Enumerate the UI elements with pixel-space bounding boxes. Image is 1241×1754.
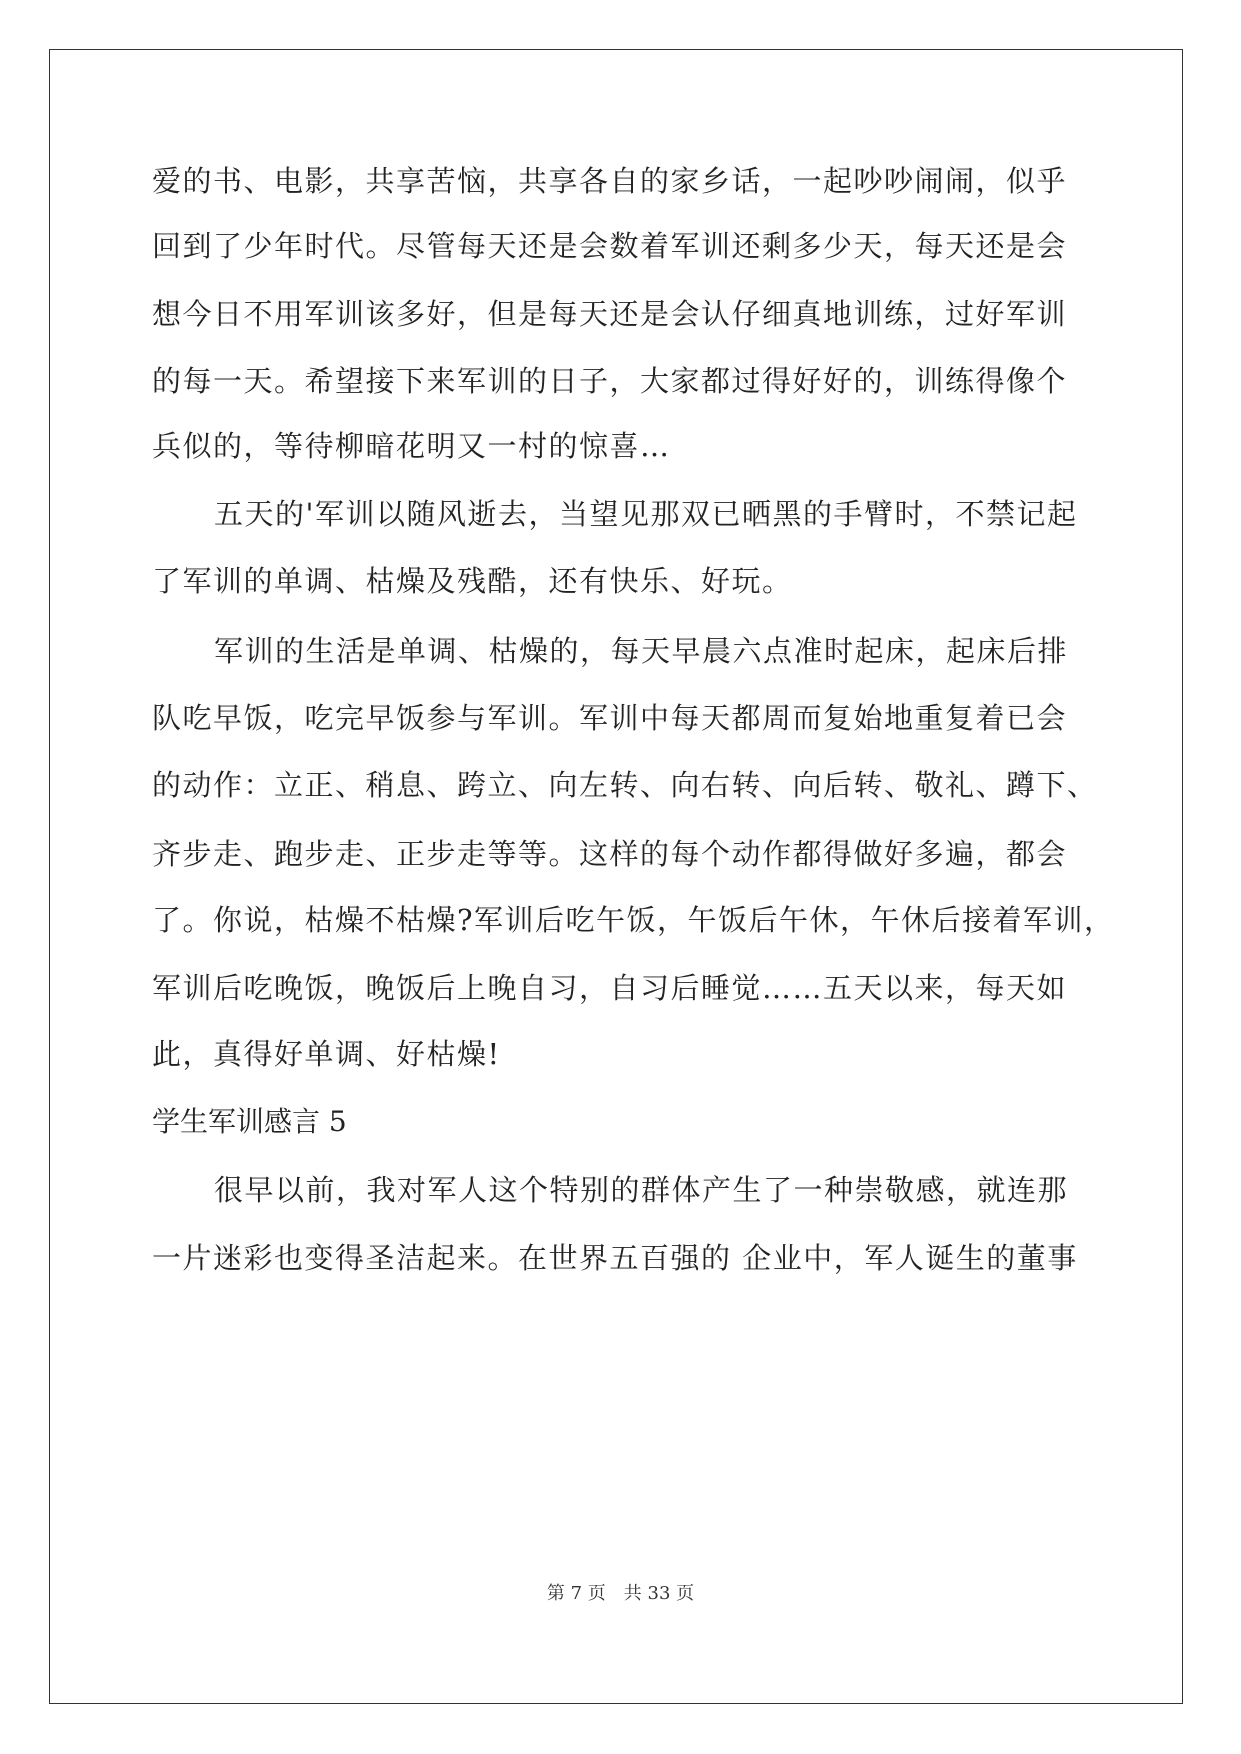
body-line: 爱的书、电影，共享苦恼，共享各自的家乡话，一起吵吵闹闹，似乎	[152, 164, 1068, 198]
body-line: 回到了少年时代。尽管每天还是会数着军训还剩多少天，每天还是会	[152, 229, 1068, 263]
body-line: 齐步走、跑步走、正步走等等。这样的每个动作都得做好多遍，都会	[152, 837, 1068, 871]
body-line: 的每一天。希望接下来军训的日子，大家都过得好好的，训练得像个	[152, 364, 1068, 398]
body-line: 了。你说，枯燥不枯燥?军训后吃午饭，午饭后午休，午休后接着军训，	[152, 903, 1115, 937]
section-heading: 学生军训感言 5	[152, 1105, 347, 1138]
body-line: 此，真得好单调、好枯燥!	[152, 1037, 501, 1071]
paragraph-first-line: 很早以前，我对军人这个特别的群体产生了一种崇敬感，就连那	[214, 1173, 1069, 1207]
page-number: 第 7 页	[546, 1583, 606, 1604]
body-line: 军训后吃晚饭，晚饭后上晚自习，自习后睡觉……五天以来，每天如	[152, 971, 1068, 1005]
body-line: 的动作：立正、稍息、跨立、向左转、向右转、向后转、敬礼、蹲下、	[152, 768, 1098, 802]
body-line: 想今日不用军训该多好，但是每天还是会认仔细真地训练，过好军训	[152, 297, 1068, 331]
page-footer	[0, 1582, 1241, 1606]
body-line: 队吃早饭，吃完早饭参与军训。军训中每天都周而复始地重复着已会	[152, 701, 1068, 735]
page-total: 共 33 页	[623, 1583, 695, 1604]
body-line: 了军训的单调、枯燥及残酷，还有快乐、好玩。	[152, 564, 793, 598]
body-line: 一片迷彩也变得圣洁起来。在世界五百强的 企业中，军人诞生的董事	[152, 1241, 1078, 1275]
paragraph-first-line: 五天的'军训以随风逝去，当望见那双已晒黑的手臂时，不禁记起	[214, 497, 1078, 531]
paragraph-first-line: 军训的生活是单调、枯燥的，每天早晨六点准时起床，起床后排	[214, 634, 1069, 668]
body-line: 兵似的，等待柳暗花明又一村的惊喜…	[152, 429, 671, 463]
